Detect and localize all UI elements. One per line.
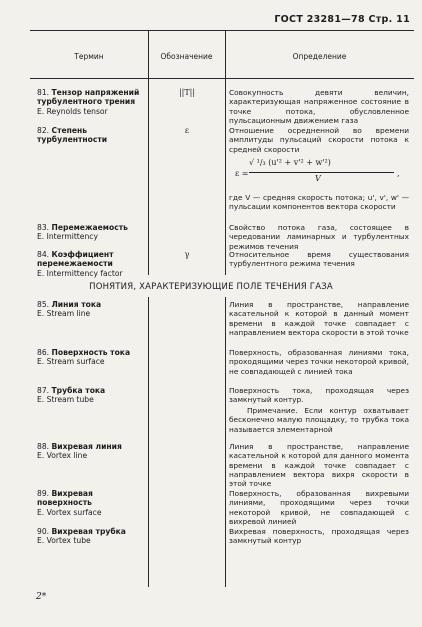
column-header-definition: Определение [292,52,347,61]
turbulence-formula [235,156,410,194]
definition-82: Отношение осредненной во времени амплитуды пульсаций скорости потока к средней скорости [229,126,409,154]
term-russian: Степень турбулентности [37,126,108,145]
term-russian: Вихревая поверхность [37,489,93,508]
term-87 [37,386,147,405]
term-russian: Линия тока [51,300,102,309]
term-90 [37,527,147,546]
term-number: 82. [37,126,50,135]
term-english: E. Stream line [37,309,91,319]
term-number: 90. [37,527,50,536]
fraction-bar [249,172,394,173]
page-header: ГОСТ 23281—78 Стр. 11 [274,14,410,25]
column-header-term: Термин [74,52,104,61]
term-82 [37,126,147,145]
definition-83: Свойство потока газа, состоящее в чередовании ламинарных и турбулентных режимов течения [229,223,409,251]
symbol-82: ε [184,126,190,135]
symbol-81: ||T|| [178,88,196,97]
term-russian: Коэффициент перемежаемости [37,250,114,269]
formula-numerator: √ ¹/₃ (u'² + v'² + w'²) [249,158,331,167]
term-number: 81. [37,88,50,97]
formula-lhs: ε = [235,169,249,178]
table-header-rule [30,78,414,79]
column-divider-1-lower [148,297,149,587]
formula-comma: , [397,169,400,178]
term-russian: Вихревая линия [51,442,122,451]
term-english: E. Intermittency factor [37,268,123,278]
definition-89: Поверхность, образованная вихревыми линиями, проходящими через точки некоторой кривой, не совпадающей с вихревой линией [229,489,409,526]
term-english: E. Vortex surface [37,507,102,517]
term-english: E. Vortex tube [37,536,91,546]
term-english: E. Intermittency [37,232,98,242]
term-number: 87. [37,386,50,395]
column-divider-1 [148,30,149,275]
definition-84: Относительное время существования турбулентного режима течения [229,250,409,269]
note-87: Примечание. Если контур охватывает бесконечно малую площадку, то трубка тока называется элементарной [229,406,409,434]
term-number: 89. [37,489,50,498]
term-number: 85. [37,300,50,309]
definition-86: Поверхность, образованная линиями тока, проходящими через точки некоторой кривой, не совпадающей с линией тока [229,348,409,376]
definition-90: Вихревая поверхность, проходящая через замкнутый контур [229,527,409,546]
term-89 [37,489,147,517]
term-84 [37,250,147,278]
term-russian: Трубка тока [51,386,106,395]
term-number: 86. [37,348,50,357]
definition-85: Линия в пространстве, направление касательной к которой в данный момент времени в каждой точке совпадает с направлением вектора скорости в этой точке [229,300,409,337]
section-title: ПОНЯТИЯ, ХАРАКТЕРИЗУЮЩИЕ ПОЛЕ ТЕЧЕНИЯ ГАЗА [89,282,333,292]
page-signature-mark: 2* [36,592,47,602]
formula-denominator: V [315,174,321,183]
term-83 [37,223,147,242]
column-divider-2 [225,30,226,275]
term-russian: Вихревая трубка [51,527,126,536]
column-divider-2-lower [225,297,226,587]
definition-81: Совокупность девяти величин, характеризующая напряженное состояние в точке потока, обусловленное пульсационным движением газа [229,88,409,125]
table-top-rule [30,30,414,31]
term-number: 84. [37,250,50,259]
term-number: 83. [37,223,50,232]
term-number: 88. [37,442,50,451]
term-english: E. Stream surface [37,357,105,367]
term-85 [37,300,147,319]
term-81 [37,88,147,116]
definition-88: Линия в пространстве, направление касательной к которой для данного момента времени в каждой точке совпадает с направлением вектора вихря скорости в этой точке [229,442,409,489]
term-russian: Поверхность тока [51,348,131,357]
symbol-84: γ [184,250,190,259]
term-english: E. Stream tube [37,395,94,405]
definition-87: Поверхность тока, проходящая через замкнутый контур. [229,386,409,405]
term-english: E. Reynolds tensor [37,106,108,116]
column-header-symbol: Обозначение [160,52,213,61]
term-88 [37,442,147,461]
term-english: E. Vortex line [37,451,88,461]
formula-where: где V — средняя скорость потока; u', v', w' — пульсации компонентов вектора скорости [229,193,409,212]
term-86 [37,348,147,367]
term-russian: Тензор напряжений турбулентного трения [37,88,140,107]
term-russian: Перемежаемость [51,223,128,232]
